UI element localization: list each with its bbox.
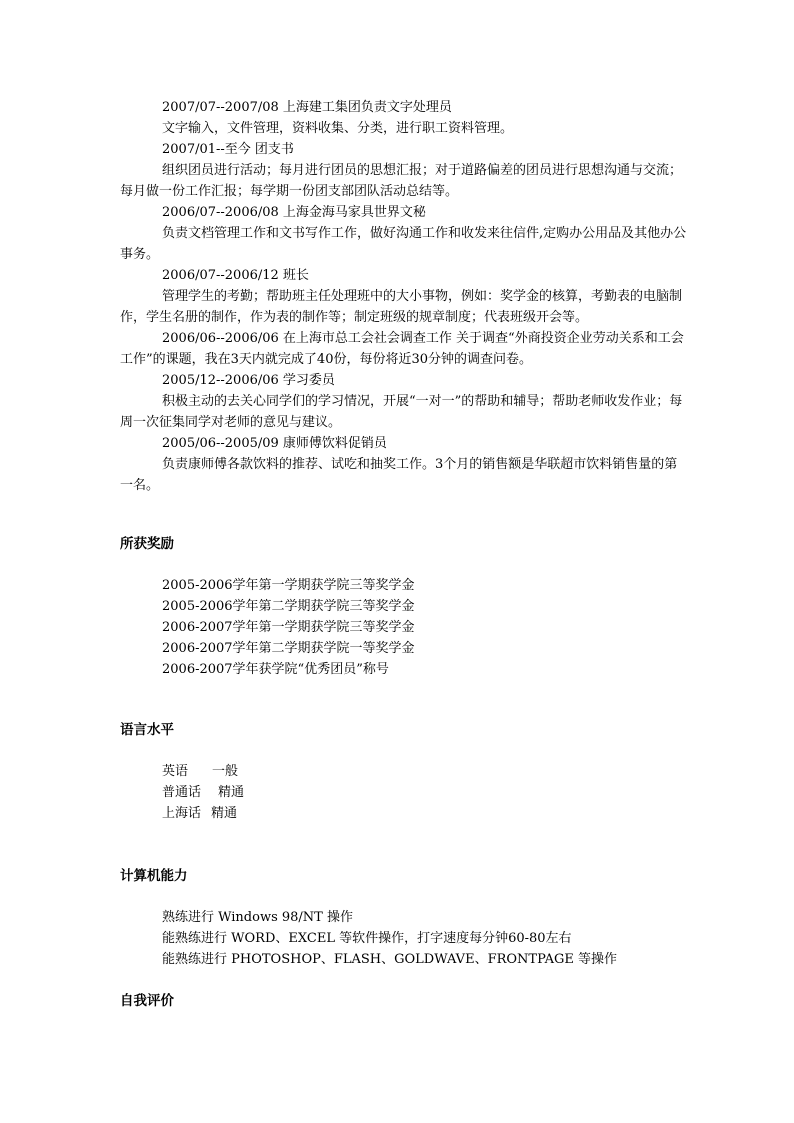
experience-heading: 2006/07--2006/08 上海金海马家具世界文秘 xyxy=(162,205,426,220)
experience-heading: 2007/07--2007/08 上海建工集团负责文字处理员 xyxy=(162,100,452,115)
experience-description: 管理学生的考勤；帮助班主任处理班中的大小事物，例如：奖学金的核算，考勤表的电脑制作，学生名册的制作，作为表的制作等；制定班级的规章制度；代表班级开会等。 xyxy=(120,289,683,325)
language-name: 普通话 xyxy=(162,785,202,800)
language-title: 语言水平 xyxy=(120,722,174,738)
experience-description: 组织团员进行活动；每月进行团员的思想汇报；对于道路偏差的团员进行思想沟通与交流；每月做一份工作汇报；每学期一份团支部团队活动总结等。 xyxy=(120,163,683,199)
language-item xyxy=(162,803,244,824)
experience-description: 负责文档管理工作和文书写作工作，做好沟通工作和收发来往信件,定购办公用品及其他办公事务。 xyxy=(120,226,687,262)
computer-list xyxy=(162,907,617,970)
award-item: 2006-2007学年第二学期获学院一等奖学金 xyxy=(162,641,415,656)
experience-heading: 2005/12--2006/06 学习委员 xyxy=(162,373,335,388)
experience-heading: 2005/06--2005/09 康师傅饮料促销员 xyxy=(162,436,387,451)
award-item: 2005-2006学年第一学期获学院三等奖学金 xyxy=(162,578,415,593)
language-list xyxy=(162,761,244,824)
experience-heading: 2007/01--至今 团支书 xyxy=(162,142,294,157)
experience-item xyxy=(120,265,688,328)
awards-list xyxy=(162,575,415,680)
language-level: 一般 xyxy=(212,764,239,779)
experience-item xyxy=(120,139,688,202)
experience-section xyxy=(120,97,688,496)
award-item: 2006-2007学年获学院“优秀团员”称号 xyxy=(162,662,389,677)
award-item: 2005-2006学年第二学期获学院三等奖学金 xyxy=(162,599,415,614)
award-item: 2006-2007学年第一学期获学院三等奖学金 xyxy=(162,620,415,635)
experience-heading: 2006/07--2006/12 班长 xyxy=(162,268,309,283)
experience-description: 负责康师傅各款饮料的推荐、试吃和抽奖工作。3个月的销售额是华联超市饮料销售量的第一名。 xyxy=(120,457,678,493)
experience-description: 文字输入，文件管理，资料收集、分类，进行职工资料管理。 xyxy=(162,121,514,136)
language-name: 英语 xyxy=(162,764,189,779)
computer-title: 计算机能力 xyxy=(120,868,188,884)
computer-item: 能熟练进行 PHOTOSHOP、FLASH、GOLDWAVE、FRONTPAGE 等操作 xyxy=(162,952,618,967)
language-level: 精通 xyxy=(211,806,238,821)
experience-item xyxy=(120,97,688,139)
language-name: 上海话 xyxy=(162,806,202,821)
experience-description: 积极主动的去关心同学们的学习情况，开展“一对一”的帮助和辅导；帮助老师收发作业；每周一次征集同学对老师的意见与建议。 xyxy=(120,394,683,430)
experience-item xyxy=(120,370,688,433)
language-level: 精通 xyxy=(218,785,245,800)
self-evaluation-title: 自我评价 xyxy=(120,993,174,1009)
experience-item xyxy=(120,328,688,370)
computer-item: 能熟练进行 WORD、EXCEL 等软件操作，打字速度每分钟60-80左右 xyxy=(162,931,572,946)
language-item xyxy=(162,782,244,803)
awards-title: 所获奖励 xyxy=(120,536,174,552)
experience-description: 2006/06--2006/06 在上海市总工会社会调查工作 关于调查“外商投资企业劳动关系和工会工作”的课题，我在3天内就完成了40份，每份将近30分钟的调查问卷。 xyxy=(120,331,684,367)
language-item xyxy=(162,761,244,782)
experience-item xyxy=(120,202,688,265)
experience-item xyxy=(120,433,688,496)
computer-item: 熟练进行 Windows 98/NT 操作 xyxy=(162,910,353,925)
